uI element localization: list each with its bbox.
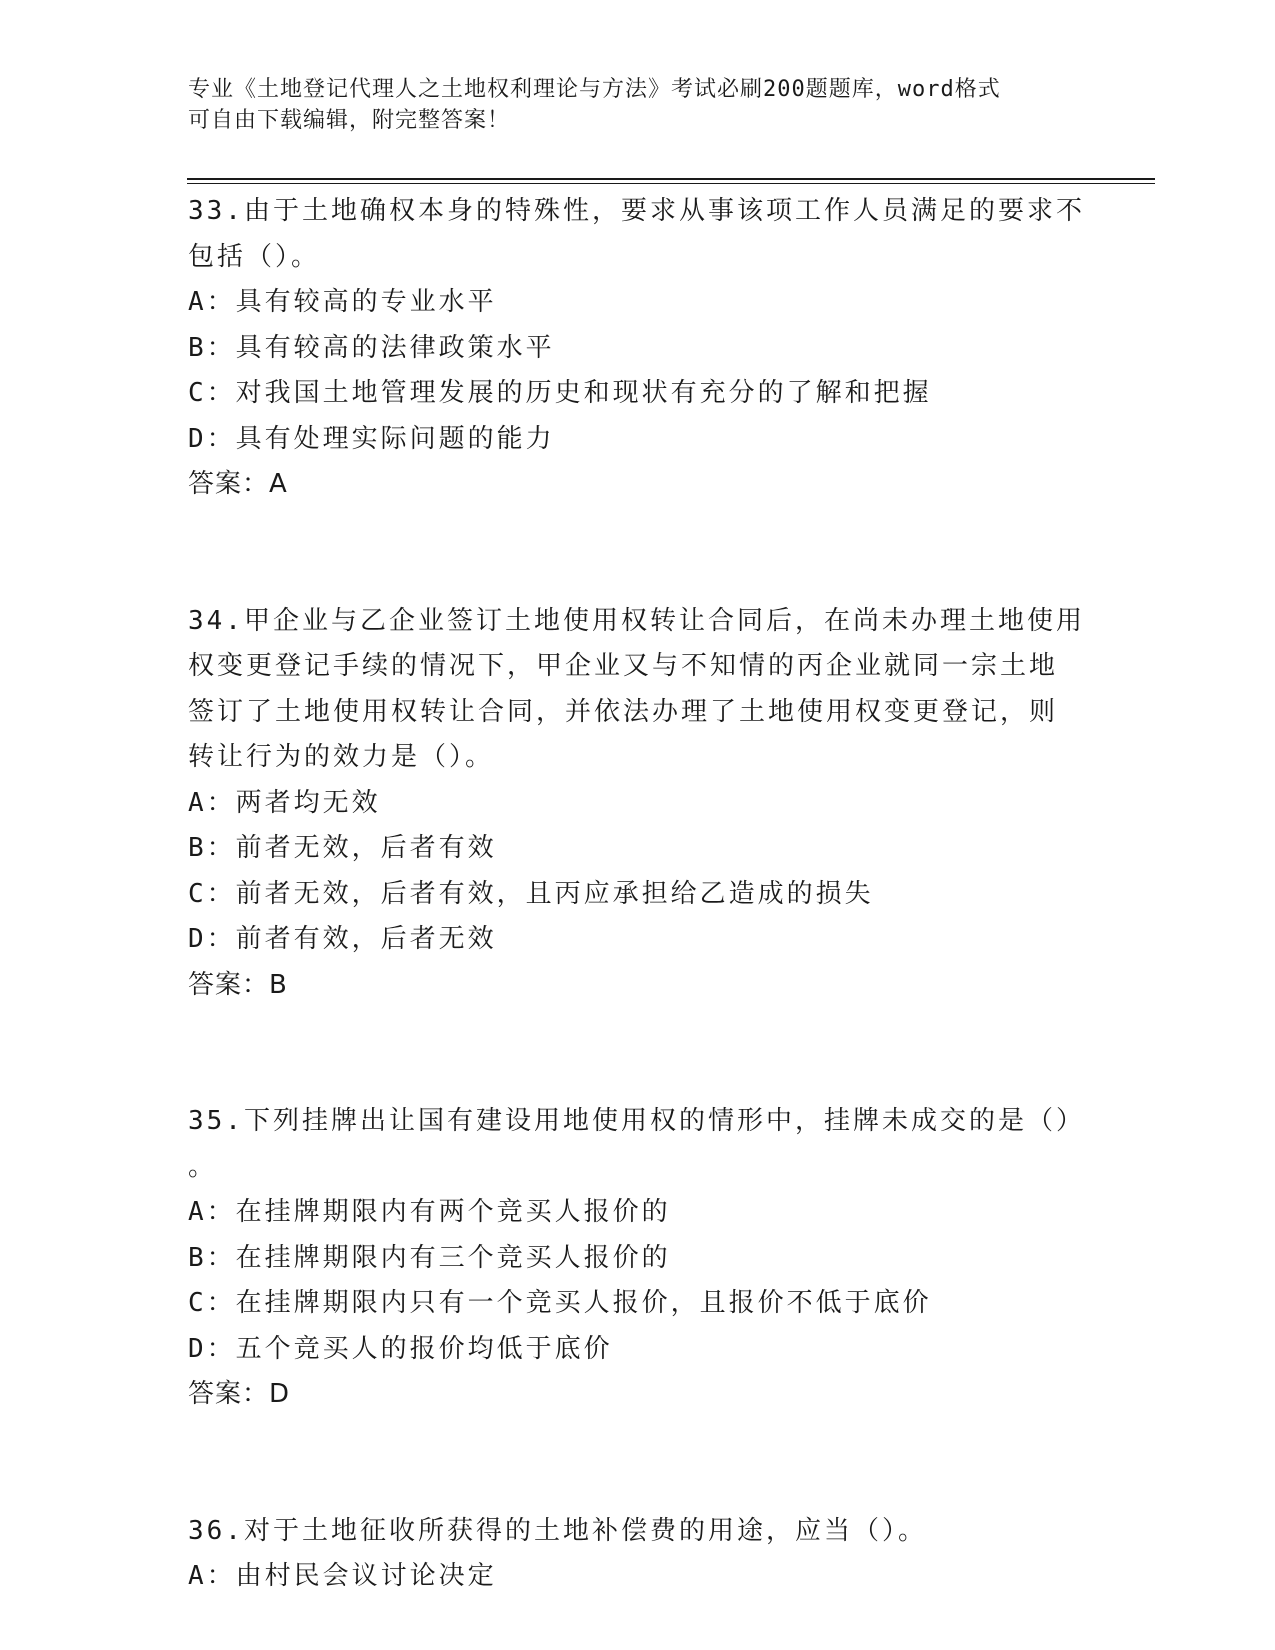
question-stem-line: 权变更登记手续的情况下，甲企业又与不知情的丙企业就同一宗土地	[188, 651, 1059, 681]
question-stem-line: 33.由于土地确权本身的特殊性，要求从事该项工作人员满足的要求不	[188, 196, 1085, 226]
question-spacer	[188, 1008, 1088, 1099]
option-a: A：具有较高的专业水平	[188, 287, 497, 317]
header-line-1: 专业《土地登记代理人之土地权利理论与方法》考试必刷200题题库，word格式	[188, 77, 1001, 102]
question-33	[188, 189, 1088, 508]
question-stem-line: 签订了土地使用权转让合同，并依法办理了土地使用权变更登记，则	[188, 696, 1059, 727]
option-a: A：在挂牌期限内有两个竞买人报价的	[188, 1197, 671, 1227]
answer-label: 答案：A	[188, 469, 288, 499]
question-stem-line: 包括（）。	[188, 241, 321, 272]
question-stem-line: 转让行为的效力是（）。	[188, 742, 495, 772]
answer-label: 答案：D	[188, 1379, 291, 1409]
option-c: C：在挂牌期限内只有一个竞买人报价，且报价不低于底价	[188, 1288, 932, 1318]
question-36	[188, 1509, 1088, 1600]
option-b: B：前者无效，后者有效	[188, 833, 497, 863]
question-34	[188, 599, 1088, 1009]
option-c: C：前者无效，后者有效，且丙应承担给乙造成的损失	[188, 878, 874, 909]
option-c: C：对我国土地管理发展的历史和现状有充分的了解和把握	[188, 378, 932, 408]
option-d: D：具有处理实际问题的能力	[188, 423, 555, 454]
question-spacer	[188, 1418, 1088, 1509]
option-d: D：五个竞买人的报价均低于底价	[188, 1333, 613, 1364]
question-35	[188, 1099, 1088, 1418]
question-list	[188, 189, 1088, 1600]
question-stem-line: 35.下列挂牌出让国有建设用地使用权的情形中，挂牌未成交的是（）	[188, 1106, 1085, 1136]
option-b: B：在挂牌期限内有三个竞买人报价的	[188, 1242, 671, 1273]
option-b: B：具有较高的法律政策水平	[188, 332, 555, 363]
header-line-2: 可自由下载编辑，附完整答案！	[188, 108, 511, 133]
question-stem-line: 34.甲企业与乙企业签订土地使用权转让合同后，在尚未办理土地使用	[188, 605, 1085, 636]
header-divider-thick	[187, 178, 1155, 180]
question-stem-line: 。	[188, 1151, 218, 1182]
document-header	[188, 74, 1088, 136]
header-divider-thin	[187, 183, 1155, 184]
option-a: A：由村民会议讨论决定	[188, 1561, 497, 1591]
answer-label: 答案：B	[188, 969, 288, 1000]
question-stem-line: 36.对于土地征收所获得的土地补偿费的用途，应当（）。	[188, 1515, 927, 1546]
question-spacer	[188, 508, 1088, 599]
option-d: D：前者有效，后者无效	[188, 924, 497, 954]
option-a: A：两者均无效	[188, 787, 381, 818]
